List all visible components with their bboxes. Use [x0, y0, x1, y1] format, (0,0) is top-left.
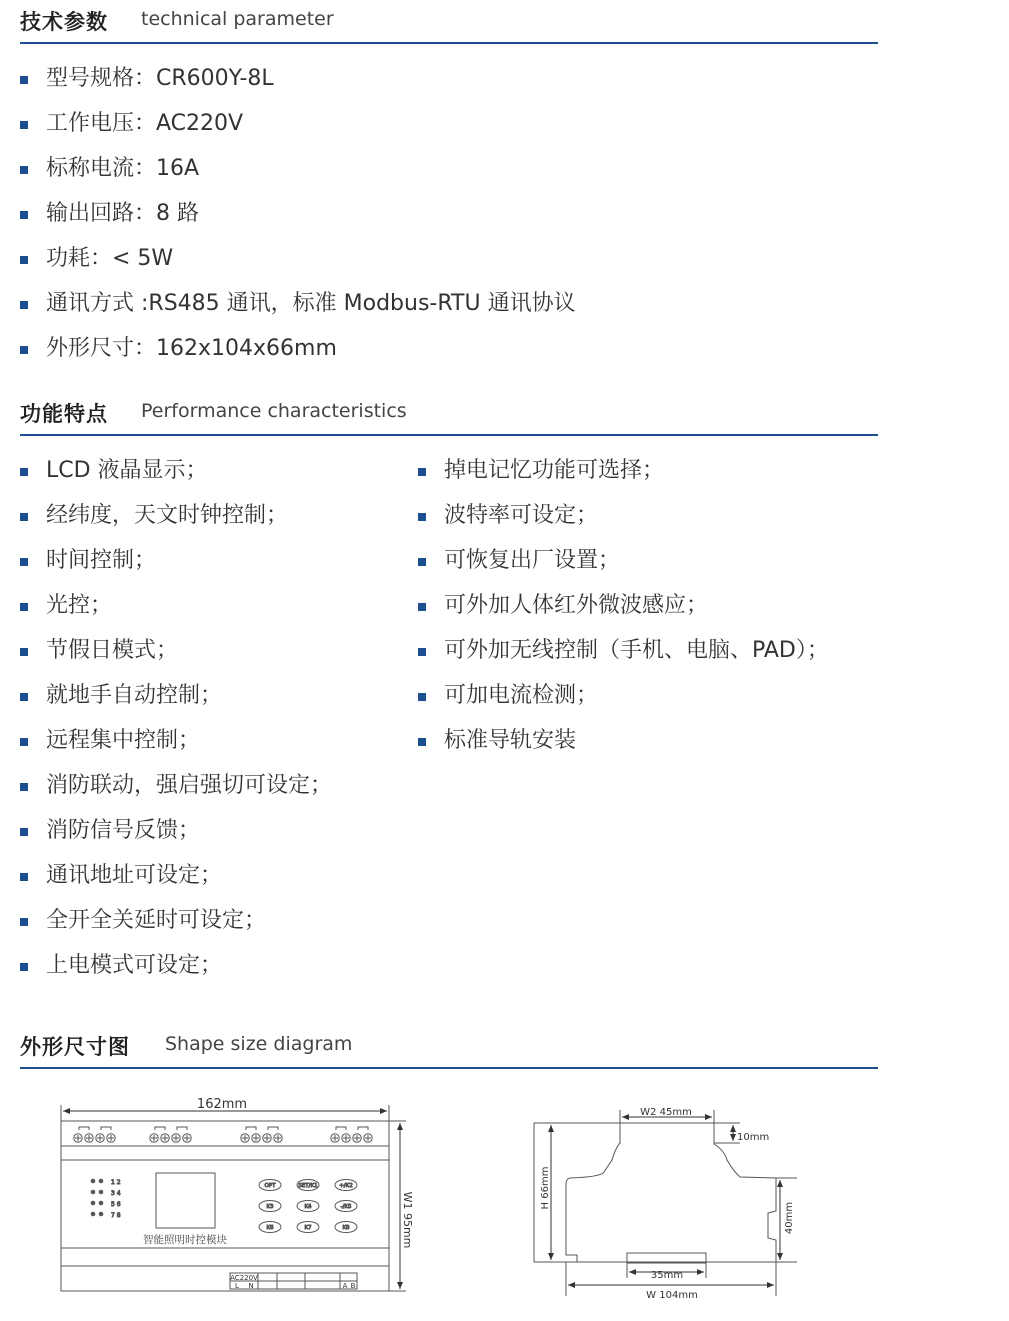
front-height-label: W1 95mm	[401, 1191, 414, 1249]
device-button	[259, 1201, 281, 1212]
device-button	[297, 1222, 319, 1233]
terminal-group-top	[74, 1127, 372, 1142]
list-item: 工作电压：AC220V	[20, 109, 576, 154]
led-column	[91, 1179, 121, 1219]
terminal-bracket	[336, 1127, 368, 1130]
led-indicator-icon	[99, 1212, 103, 1216]
lcd-screen	[156, 1173, 215, 1228]
section-title-zh: 技术参数	[20, 10, 108, 34]
device-button	[297, 1180, 319, 1191]
w2-label: W2 45mm	[640, 1107, 692, 1118]
right-height-label: 40mm	[784, 1201, 795, 1235]
list-item: 可外加无线控制（手机、电脑、PAD）；	[418, 636, 829, 681]
led-label: 5 6	[111, 1201, 121, 1208]
svg-text:K4: K4	[304, 1204, 312, 1211]
screw-terminal-icon	[96, 1134, 104, 1142]
side-view	[534, 1123, 776, 1263]
side-width-label: W 104mm	[646, 1290, 698, 1301]
list-item: 外形尺寸：162x104x66mm	[20, 334, 576, 379]
list-item: 远程集中控制；	[20, 726, 332, 771]
terminal-label: AC220V	[230, 1274, 258, 1282]
list-item: 通讯方式 :RS485 通讯，标准 Modbus-RTU 通讯协议	[20, 289, 576, 334]
svg-text:+/K2: +/K2	[339, 1183, 353, 1190]
led-indicator-icon	[99, 1201, 103, 1205]
list-item: 光控；	[20, 591, 332, 636]
svg-text:K8: K8	[342, 1225, 350, 1232]
list-item: LCD 液晶显示；	[20, 456, 332, 501]
list-item: 上电模式可设定；	[20, 951, 332, 996]
list-item: 消防信号反馈；	[20, 816, 332, 861]
led-indicator-icon	[91, 1201, 95, 1205]
list-item: 就地手自动控制；	[20, 681, 332, 726]
device-button	[335, 1222, 357, 1233]
list-item: 可加电流检测；	[418, 681, 829, 726]
list-item: 标准导轨安装	[418, 726, 829, 771]
screw-terminal-icon	[183, 1134, 191, 1142]
screw-terminal-icon	[252, 1134, 260, 1142]
section-title-zh: 外形尺寸图	[20, 1035, 130, 1059]
section-title-en: technical parameter	[141, 8, 334, 30]
list-item: 可恢复出厂设置；	[418, 546, 829, 591]
terminal-bracket	[155, 1127, 187, 1130]
device-button	[259, 1222, 281, 1233]
list-item: 通讯地址可设定；	[20, 861, 332, 906]
led-label: 1 2	[111, 1179, 121, 1186]
screw-terminal-icon	[107, 1134, 115, 1142]
list-item: 全开全关延时可设定；	[20, 906, 332, 951]
device-button	[259, 1180, 281, 1191]
screw-terminal-icon	[241, 1134, 249, 1142]
svg-text:-/K5: -/K5	[340, 1204, 352, 1211]
section-title-zh: 功能特点	[20, 402, 108, 426]
terminal-bracket	[246, 1127, 278, 1130]
terminal-label: B	[350, 1282, 356, 1290]
list-item: 时间控制；	[20, 546, 332, 591]
led-indicator-icon	[91, 1190, 95, 1194]
terminal-label: N	[248, 1282, 254, 1290]
screw-terminal-icon	[353, 1134, 361, 1142]
svg-text:SET/K1: SET/K1	[298, 1183, 318, 1190]
terminal-label: A	[342, 1282, 348, 1290]
screw-terminal-icon	[150, 1134, 158, 1142]
button-grid	[259, 1180, 357, 1233]
list-item: 可外加人体红外微波感应；	[418, 591, 829, 636]
top-gap-label: 10mm	[737, 1132, 770, 1143]
list-item: 输出回路：8 路	[20, 199, 576, 244]
led-indicator-icon	[99, 1179, 103, 1183]
screw-terminal-icon	[85, 1134, 93, 1142]
screw-terminal-icon	[274, 1134, 282, 1142]
led-indicator-icon	[91, 1179, 95, 1183]
list-item: 标称电流：16A	[20, 154, 576, 199]
led-label: 3 4	[111, 1190, 121, 1197]
front-width-label: 162mm	[196, 1097, 248, 1112]
terminal-bracket	[79, 1127, 111, 1130]
svg-text:OPT: OPT	[264, 1183, 276, 1190]
list-item: 波特率可设定；	[418, 501, 829, 546]
section-title-en: Performance characteristics	[141, 400, 407, 422]
device-button	[335, 1180, 357, 1191]
screw-terminal-icon	[74, 1134, 82, 1142]
svg-text:K7: K7	[304, 1225, 312, 1232]
list-item: 节假日模式；	[20, 636, 332, 681]
led-indicator-icon	[91, 1212, 95, 1216]
device-name: 智能照明时控模块	[143, 1234, 227, 1246]
device-button	[297, 1201, 319, 1212]
list-item: 消防联动，强启强切可设定；	[20, 771, 332, 816]
svg-text:K6: K6	[266, 1225, 274, 1232]
list-item: 经纬度，天文时钟控制；	[20, 501, 332, 546]
front-view	[61, 1105, 406, 1291]
list-item: 掉电记忆功能可选择；	[418, 456, 829, 501]
screw-terminal-icon	[364, 1134, 372, 1142]
svg-text:K3: K3	[266, 1204, 274, 1211]
screw-terminal-icon	[331, 1134, 339, 1142]
screw-terminal-icon	[342, 1134, 350, 1142]
led-label: 7 8	[111, 1212, 121, 1219]
side-height-label: H 66mm	[540, 1166, 551, 1210]
list-item: 功耗：< 5W	[20, 244, 576, 289]
screw-terminal-icon	[172, 1134, 180, 1142]
list-item: 型号规格：CR600Y-8L	[20, 64, 576, 109]
terminal-label: L	[235, 1282, 239, 1290]
screw-terminal-icon	[161, 1134, 169, 1142]
device-button	[335, 1201, 357, 1212]
led-indicator-icon	[99, 1190, 103, 1194]
screw-terminal-icon	[263, 1134, 271, 1142]
side-profile	[534, 1123, 776, 1262]
rail-label: 35mm	[650, 1270, 684, 1281]
section-title-en: Shape size diagram	[165, 1033, 353, 1055]
